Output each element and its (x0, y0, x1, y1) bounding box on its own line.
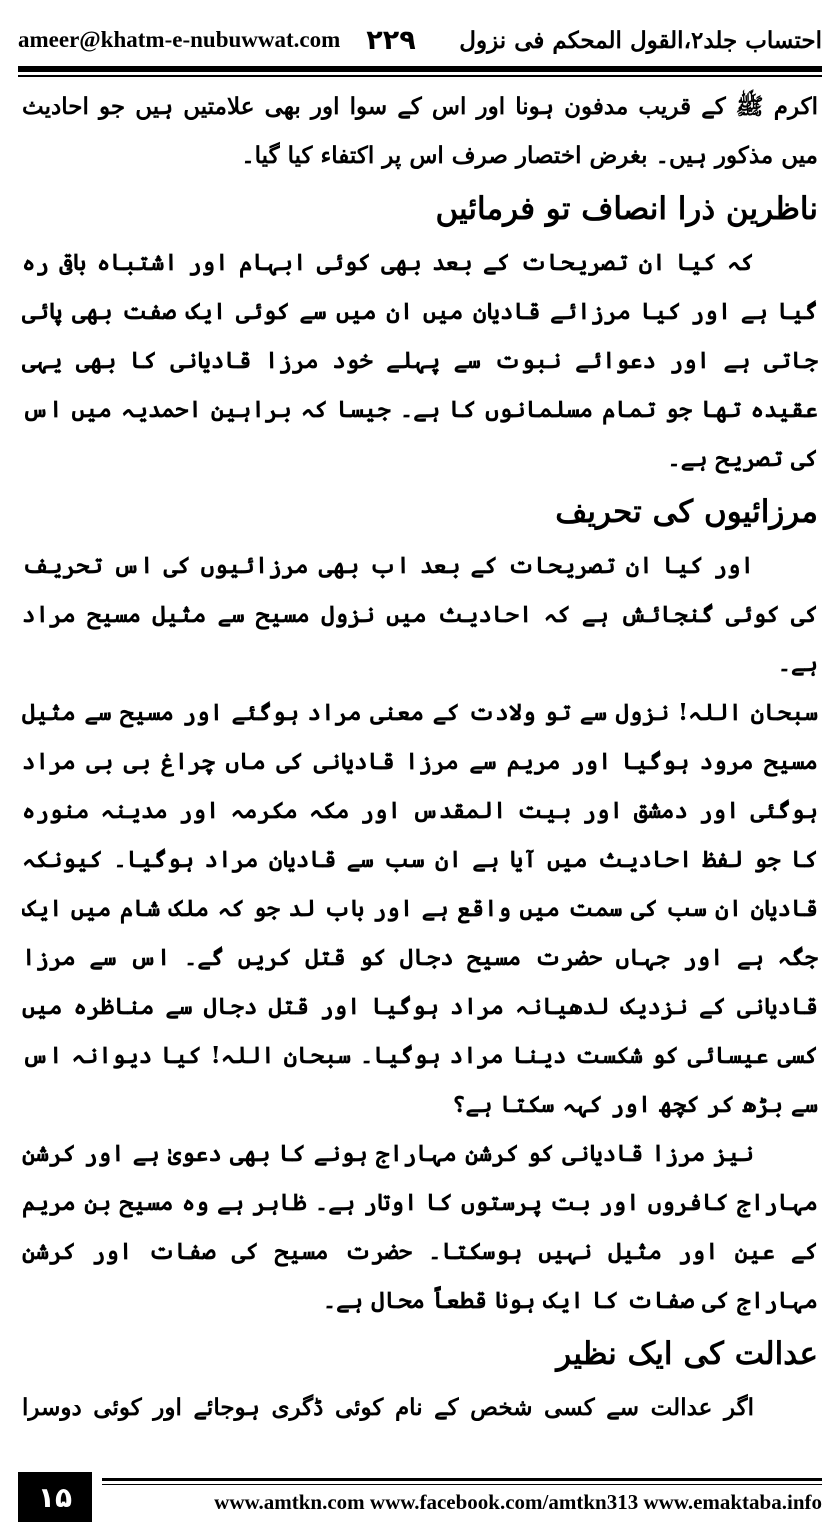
footer-page-number: ۱۵ (18, 1472, 92, 1522)
footer-rule-thick (102, 1478, 822, 1481)
header-left (18, 25, 416, 56)
header-page-number: ۲۲۹ (366, 24, 416, 56)
footer-rule-thin (102, 1484, 822, 1485)
paragraph-6: اگر عدالت سے کسی شخص کے نام کوئی ڈگری ہوجائے اور کوئی دوسرا (22, 1394, 754, 1421)
header-rule-thick (18, 66, 822, 72)
paragraph-4: سبحان اللہ! نزول سے تو ولادت کے معنی مراد ہوگئے اور مسیح سے مثیل مسیح مرود ہوگیا اور مریم سے مرزا قادیانی کی ماں چراغ بی بی مراد ہوگئی اور دمشق اور بیت المقدس اور مکہ مکرمہ اور مدینہ منورہ کا جو لفظ احادیث میں آیا ہے ان سب سے قادیان مراد ہوگیا۔ کیونکہ قادیان ان سب کی سمت میں واقع ہے اور باب لد جو کہ ملک شام میں ایک جگہ ہے اور جہاں حضرت مسیح دجال کو قتل کریں گے۔ اس سے مرزا قادیانی کے نزدیک لدھیانہ مراد ہوگیا اور قتل دجال سے مناظرہ میں کسی عیسائی کو شکست دینا مراد ہوگیا۔ سبحان اللہ! کیا دیوانہ اس سے بڑھ کر کچھ اور کہہ سکتا ہے؟ (22, 699, 818, 1118)
header-book-title: احتساب جلد۲،القول المحکم فی نزول (459, 26, 822, 54)
paragraph-3: اور کیا ان تصریحات کے بعد اب بھی مرزائیوں کی اس تحریف کی کوئی گنجائش ہے کہ احادیث میں نزول مسیح سے مثیل مسیح مراد ہے۔ (22, 552, 818, 677)
page-footer (18, 1472, 822, 1524)
header-rule-thin (18, 75, 822, 77)
heading-1: ناظرین ذرا انصاف تو فرمائیں (435, 191, 818, 227)
footer-links[interactable]: www.amtkn.com www.facebook.com/amtkn313 www.emaktaba.info (214, 1490, 822, 1514)
paragraph-5: نیز مرزا قادیانی کو کرشن مہاراج ہونے کا بھی دعویٰ ہے اور کرشن مہاراج کافروں اور بت پرستوں کا اوتار ہے۔ ظاہر ہے وہ مسیح بن مریم کے عین اور مثیل نہیں ہوسکتا۔ حضرت مسیح کی صفات اور کرشن مہاراج کی صفات کا ایک ہونا قطعاً محال ہے۔ (22, 1140, 818, 1314)
heading-2: مرزائیوں کی تحریف (555, 494, 818, 530)
paragraph-2: کہ کیا ان تصریحات کے بعد بھی کوئی ابہام اور اشتباہ باقی رہ گیا ہے اور کیا مرزائے قادیان میں ان میں سے کوئی ایک صفت بھی پائی جاتی ہے اور دعوائے نبوت سے پہلے خود مرزا قادیانی کا بھی یہی عقیدہ تھا جو تمام مسلمانوں کا ہے۔ جیسا کہ براہین احمدیہ میں اس کی تصریح ہے۔ (22, 249, 818, 472)
paragraph-1: اکرم ﷺ کے قریب مدفون ہونا اور اس کے سوا اور بھی علامتیں ہیں جو احادیث میں مذکور ہیں۔ بغرض اختصار صرف اس پر اکتفاء کیا گیا۔ (22, 93, 818, 169)
heading-3: عدالت کی ایک نظیر (556, 1336, 818, 1372)
header-email[interactable]: ameer@khatm-e-nubuwwat.com (18, 27, 341, 52)
page-header (18, 18, 822, 62)
page-body (22, 82, 818, 1432)
